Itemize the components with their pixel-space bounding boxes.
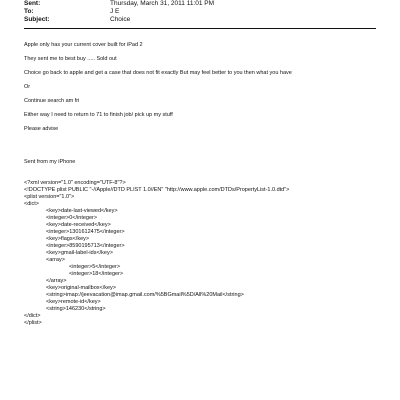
plist-line: <key>remote-id</key> <box>46 299 101 305</box>
subject-label: Subject: <box>24 16 50 23</box>
subject-row <box>24 16 214 24</box>
to-row <box>24 8 214 16</box>
signature-line: Sent from my iPhone <box>24 159 76 165</box>
email-header <box>24 0 214 24</box>
plist-line: </array> <box>46 278 67 284</box>
sent-label: Sent: <box>24 0 41 7</box>
plist-line: </dict> <box>24 313 41 319</box>
plist-line: <key>date-last-viewed</key> <box>46 208 118 214</box>
sent-value: Thursday, March 31, 2011 11:01 PM <box>110 0 215 7</box>
plist-line: <!DOCTYPE plist PUBLIC "-//Apple//DTD PLIST 1.0//EN" "http://www.apple.com/DTDs/PropertyList-1.0.dtd"> <box>24 187 290 193</box>
header-divider <box>24 28 376 29</box>
body-paragraph: Or <box>24 84 31 90</box>
body-paragraph: They sent me to best buy ..... Sold out <box>24 56 117 62</box>
body-paragraph: Continue search am fri <box>24 98 80 104</box>
plist-line: <dict> <box>24 201 39 207</box>
plist-line: <?xml version="1.0" encoding="UTF-8"?> <box>24 180 126 186</box>
subject-value: Choice <box>110 16 131 23</box>
body-paragraph: Apple only has your current cover built for iPad 2 <box>24 42 143 48</box>
plist-line: <string>146230</string> <box>46 306 106 312</box>
email-body <box>24 42 380 341</box>
body-paragraph: Please advise <box>24 126 59 132</box>
paragraph-list <box>24 42 380 133</box>
plist-line: <key>date-received</key> <box>46 222 111 228</box>
plist-line: <integer>0</integer> <box>46 215 98 221</box>
plist-line: <string>imap://jeevacation@imap.gmail.com/%5BGmail%5D/All%20Mail</string> <box>46 292 244 298</box>
to-value: J E <box>110 8 120 15</box>
plist-line: <key>flags</key> <box>46 236 90 242</box>
plist-block <box>24 145 380 341</box>
plist-line: <key>original-mailbox</key> <box>46 285 117 291</box>
plist-line: <integer>1301612475</integer> <box>46 229 125 235</box>
plist-line: </plist> <box>24 320 42 326</box>
plist-line: <key>gmail-label-ids</key> <box>46 250 113 256</box>
body-paragraph: Either way I need to return to 71 to finish job/ pick up my stuff <box>24 112 173 118</box>
body-paragraph: Choice go back to apple and get a case that does not fit exactly But may feel better to you then what you have <box>24 70 292 76</box>
plist-line: <plist version="1.0"> <box>24 194 75 200</box>
plist-line: <integer>5</integer> <box>69 264 121 270</box>
plist-line: <array> <box>46 257 65 263</box>
sent-row <box>24 0 214 8</box>
plist-line: <integer>18</integer> <box>69 271 124 277</box>
plist-line: <integer>8590195713</integer> <box>46 243 125 249</box>
plist-lines <box>24 180 380 327</box>
to-label: To: <box>24 8 34 15</box>
